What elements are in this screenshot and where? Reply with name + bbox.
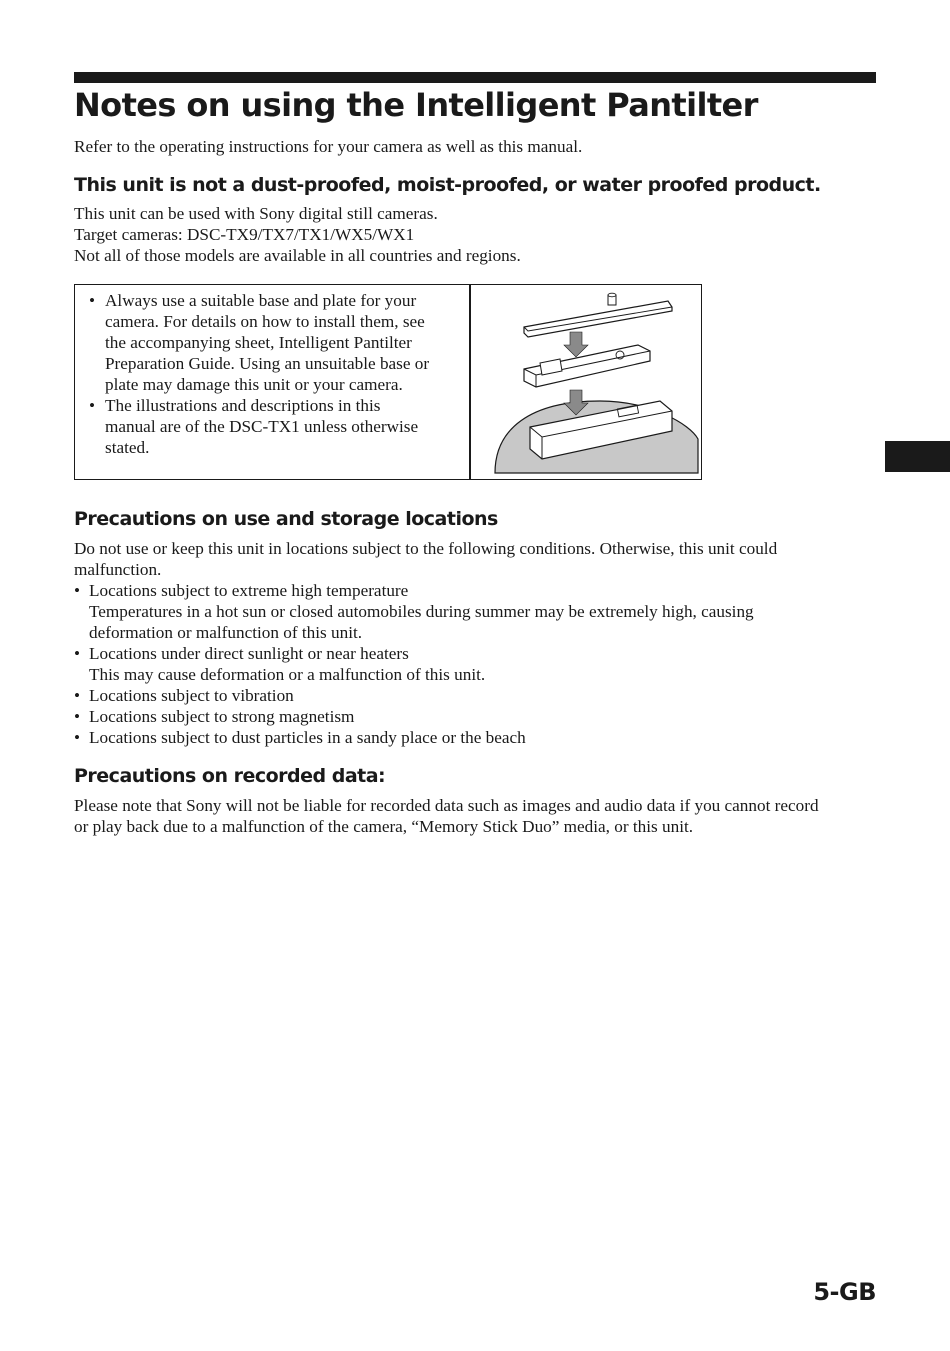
recorded-data-line: or play back due to a malfunction of the camera, “Memory Stick Duo” media, or this unit. <box>74 817 694 836</box>
note-item <box>89 290 429 395</box>
condition-item <box>74 706 754 727</box>
bullet: • <box>89 396 96 415</box>
recorded-data-line: Please note that Sony will not be liable for recorded data such as images and audio data if you cannot record <box>74 796 819 815</box>
condition-item <box>74 580 754 643</box>
page-title: Notes on using the Intelligent Pantilter <box>74 86 758 124</box>
recorded-data-heading: Precautions on recorded data: <box>74 765 386 787</box>
note-line: The illustrations and descriptions in this <box>105 396 381 415</box>
dust-line: This unit can be used with Sony digital still cameras. <box>74 204 438 223</box>
storage-condition-list <box>74 580 754 748</box>
base-plate-assembly-illustration <box>490 289 700 475</box>
condition-line: Locations subject to vibration <box>89 686 294 705</box>
note-item <box>89 395 429 458</box>
page-number: 5-GB <box>813 1278 876 1306</box>
note-line: manual are of the DSC-TX1 unless otherwise <box>105 417 419 436</box>
storage-intro-line: malfunction. <box>74 560 162 579</box>
dust-line: Not all of those models are available in all countries and regions. <box>74 246 521 265</box>
bullet: • <box>89 291 96 310</box>
condition-line: Temperatures in a hot sun or closed automobiles during summer may be extremely high, causing <box>89 602 754 621</box>
note-line: stated. <box>105 438 150 457</box>
bullet: • <box>74 728 81 747</box>
storage-intro-line: Do not use or keep this unit in locations subject to the following conditions. Otherwise, this unit could <box>74 539 778 558</box>
note-line: camera. For details on how to install them, see <box>105 312 425 331</box>
intro-text: Refer to the operating instructions for your camera as well as this manual. <box>74 137 583 156</box>
dust-line: Target cameras: DSC-TX9/TX7/TX1/WX5/WX1 <box>74 225 415 244</box>
condition-line: This may cause deformation or a malfunction of this unit. <box>89 665 486 684</box>
bullet: • <box>74 707 81 726</box>
condition-line: Locations under direct sunlight or near heaters <box>89 644 409 663</box>
condition-line: Locations subject to dust particles in a sandy place or the beach <box>89 728 526 747</box>
condition-line: deformation or malfunction of this unit. <box>89 623 363 642</box>
bullet: • <box>74 686 81 705</box>
box-divider <box>469 285 471 479</box>
note-line: plate may damage this unit or your camera. <box>105 375 403 394</box>
bullet: • <box>74 581 81 600</box>
condition-item <box>74 727 754 748</box>
condition-item <box>74 685 754 706</box>
note-list <box>89 290 429 458</box>
bullet: • <box>74 644 81 663</box>
condition-item <box>74 643 754 685</box>
storage-heading: Precautions on use and storage locations <box>74 508 498 530</box>
note-line: Always use a suitable base and plate for your <box>105 291 417 310</box>
condition-line: Locations subject to extreme high temperature <box>89 581 409 600</box>
note-line: Preparation Guide. Using an unsuitable base or <box>105 354 430 373</box>
dust-heading: This unit is not a dust-proofed, moist-proofed, or water proofed product. <box>74 174 821 196</box>
note-box <box>74 284 702 480</box>
section-tab-marker <box>885 441 950 472</box>
title-rule <box>74 72 876 83</box>
note-line: the accompanying sheet, Intelligent Pantilter <box>105 333 412 352</box>
condition-line: Locations subject to strong magnetism <box>89 707 355 726</box>
